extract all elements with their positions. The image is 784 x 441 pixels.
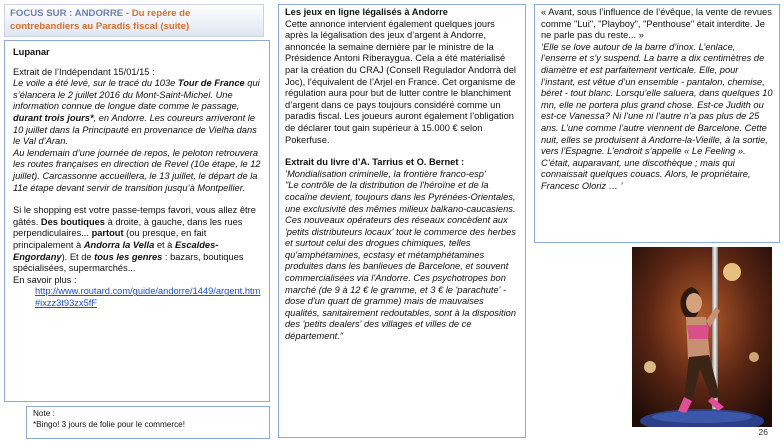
book-title-line: ’Mondialisation criminelle, la frontière franco-esp’: [285, 168, 487, 179]
more-link-wrap: [13, 286, 261, 309]
section-title: Lupanar: [13, 47, 50, 57]
note-text: *Bingo! 3 jours de folie pour le commerce!: [33, 419, 186, 429]
feeling-quote: ‘Elle se love autour de la barre d’inox. L’enlace, l’enserre et s’y suspend. La barre a dix centimètres de diamètre et est parfaitement verticale. Elle, pour l’instant, est vêtue d’un ensemble - pantalon, chemise, béret - tout blanc. Lorsqu’elle saluera, dans quelques 10 mn, elle ne portera plus grand chose. Est-ce Judith ou est-ce Vanessa? Ni l’une ni l’autre n’a pas plus de 25 ans. L’une comme l’autre viennent de Barcelone. Cette nuit, elles se produisent à Andorre-la-Vieille, à la sortie, vers l’Espagne. L’endroit s’appelle « Le Feeling ». C’était, auparavant, une discothèque ; mais qui connaissait quelques couacs. Alors, le propriétaire, Francesc Oloriz … ’: [541, 41, 773, 191]
more-label: En savoir plus :: [13, 274, 77, 285]
column-1-panel: [4, 40, 270, 402]
book-quote: "Le contrôle de la distribution de l'héroïne et de la cocaïne devient, toujours dans les Pyrénées-Orientales, une exclusivité des mêmes milieux balkano-caucasiens. Ces nouveaux opérateurs des réseaux concèdent aux 'petits distributeurs locaux' tout le commerce des herbes et surtout celui des drogues chimiques, telles qu'amphétamines, ecstasy et métamphétamines produites dans les banlieues de Barcelone, et souvent commercialisées via l'Andorre. Ces psychotropes bon marché (de 9 à 12 € le gramme, et 3 € le 'parachute' - dose d'un quart de gramme) mais de mauvaises qualités, sanitairement redoutables, sont à la disposition des 'petits dealers' des villages et villes de ce département.": [285, 180, 517, 342]
column-3-panel: [534, 4, 780, 243]
page-number: 26: [758, 427, 768, 437]
column-2-panel: [278, 4, 526, 438]
article-paragraph-2: Au lendemain d’une journée de repos, le peloton retrouvera les routes françaises en direction de Revel (10e étape, le 12 juillet). Carcassonne accueillera, le 13 juillet, le départ de la 11e étape devant servir de transition jusqu’à Montpellier.: [13, 147, 261, 193]
note-label: Note :: [33, 409, 55, 418]
note-box: [26, 406, 270, 439]
book-extract-title: Extrait du livre d’A. Tarrius et O. Bernet :: [285, 157, 465, 168]
routard-link[interactable]: http://www.routard.com/guide/andorre/1449/argent.htm#ixzz3t93zx5fF: [35, 286, 261, 308]
extract-label: Extrait de l’Indépendant 15/01/15 :: [13, 66, 155, 77]
online-games-title: Les jeux en ligne légalisés à Andorre: [285, 7, 448, 17]
page-header: [4, 4, 264, 37]
shopping-paragraph: Si le shopping est votre passe-temps favori, vous allez être gâtés. Des boutiques à droite, à gauche, dans les rues perpendiculaires... partout (ou presque, en fait principalement à Andorra la Vella et à Escaldes-Engordany). Et de tous les genres : bazars, boutiques spécialisées, supermarchés...: [13, 205, 256, 274]
header-prefix: FOCUS SUR : ANDORRE: [10, 8, 124, 19]
bishop-quote: « Avant, sous l’influence de l’évêque, la vente de revues comme "Lui", "Playboy", "Penthouse" était interdite. Je ne parle pas du reste... »: [541, 7, 772, 41]
header-title: Du repère de contrebandiers au Paradis fiscal (suite): [10, 8, 191, 32]
article-paragraph-1: Le voile a été levé, sur le tracé du 103e Tour de France qui s’élancera le 2 juillet 2016 du Mont-Saint-Michel. Une information connue de longue date comme le passage, durant trois jours*, en Andorre. Les coureurs arriveront le 10 juillet dans la Principauté en provenance de Vielha dans le Val d’Aran.: [13, 78, 260, 147]
online-games-body: Cette annonce intervient également quelques jours après la légalisation des jeux d’argent à Andorre, annoncée la semaine dernière par le ministre de la Présidence Antoni Riberaygua. Cela a été matérialisé par la création du CRAJ (Consell Regulador Andorrà del Joc), l’équivalent de l’Arjel en France. Cet organisme de régulation aura pour but de lutter contre le blanchiment d’argent dans ce pays toujours considéré comme un paradis fiscal. Les joueurs auront également l’obligation de déclarer tout gain supérieur à 15.000 € selon Pokerfuse.: [285, 18, 516, 145]
header-dash: -: [123, 8, 132, 19]
dancer-photo: [632, 247, 772, 427]
